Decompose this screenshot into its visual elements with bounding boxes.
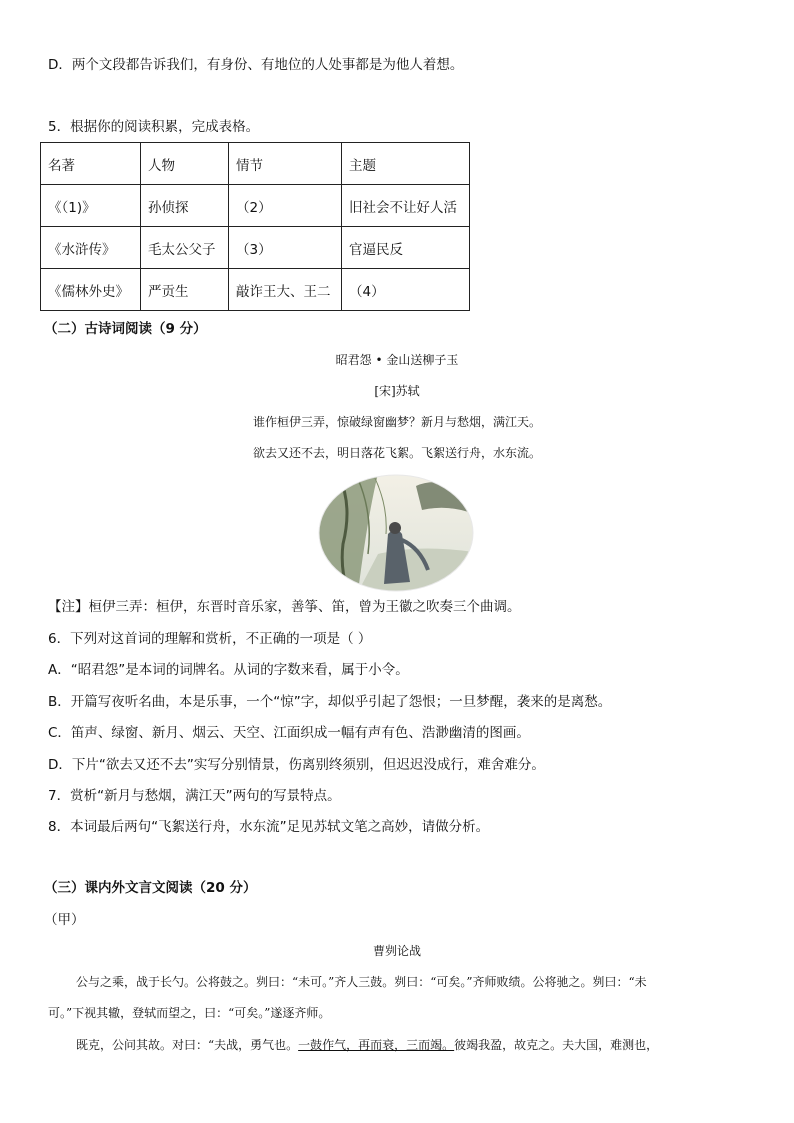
poem-note: 【注】桓伊三弄：桓伊，东晋时音乐家，善筝、笛，曾为王徽之吹奏三个曲调。 [48, 599, 521, 615]
question-7: 7．赏析“新月与愁烟，满江天”两句的写景特点。 [48, 788, 341, 804]
table-header: 名著 [41, 143, 141, 185]
poem-title: 昭君怨 • 金山送柳子玉 [335, 353, 459, 367]
poem-line: 谁作桓伊三弄，惊破绿窗幽梦？新月与愁烟，满江天。 [252, 415, 541, 429]
poem-line: 欲去又还不去，明日落花飞絮。飞絮送行舟，水东流。 [252, 446, 541, 460]
reading-table [40, 142, 470, 311]
table-header: 主题 [342, 143, 470, 185]
poem-illustration [318, 474, 474, 592]
classical-text-line: 可。”下视其辙，登轼而望之，曰：“可矣。”遂逐齐师。 [48, 1006, 331, 1020]
section2-heading: （二）古诗词阅读（9 分） [44, 321, 207, 337]
table-cell: （2） [229, 185, 342, 227]
text-title: 曹刿论战 [372, 944, 421, 958]
table-cell: 严贡生 [141, 269, 229, 311]
q6-option-d: D．下片“欲去又还不去”实写分别情景，伤离别终须别，但迟迟没成行，难舍难分。 [48, 757, 545, 773]
table-header: 情节 [229, 143, 342, 185]
q6-option-c: C．笛声、绿窗、新月、烟云、天空、江面织成一幅有声有色、浩渺幽清的图画。 [48, 725, 530, 741]
table-cell: 孙侦探 [141, 185, 229, 227]
table-cell: （4） [342, 269, 470, 311]
classical-text-line: 公与之乘，战于长勺。公将鼓之。刿曰：“未可。”齐人三鼓。刿曰：“可矣。”齐师败绩。公将驰之。刿曰：“未 [76, 975, 647, 989]
section3-heading: （三）课内外文言文阅读（20 分） [44, 880, 257, 896]
table-cell: 旧社会不让好人活 [342, 185, 470, 227]
table-cell: 《（1)》 [41, 185, 141, 227]
classical-text-line [76, 1036, 658, 1054]
poem-author: [宋]苏轼 [374, 384, 420, 398]
text-segment: 彼竭我盈，故克之。夫大国，难测也， [454, 1038, 659, 1052]
q6-option-b: B．开篇写夜听名曲，本是乐事，一个“惊”字，却似乎引起了怨恨；一旦梦醒，袭来的是离愁。 [48, 694, 612, 710]
text-segment: 既克，公问其故。对曰：“夫战，勇气也。 [76, 1038, 299, 1052]
q6-option-a: A．“昭君怨”是本词的词牌名。从词的字数来看，属于小令。 [48, 662, 409, 678]
table-row [41, 269, 470, 311]
q4-option-d: D．两个文段都告诉我们，有身份、有地位的人处事都是为他人着想。 [48, 57, 464, 73]
table-row [41, 227, 470, 269]
part-label: （甲） [44, 912, 85, 928]
table-cell: 敲诈王大、王二 [229, 269, 342, 311]
table-cell: 《儒林外史》 [41, 269, 141, 311]
question-8: 8．本词最后两句“飞絮送行舟，水东流”足见苏轼文笔之高妙，请做分析。 [48, 819, 490, 835]
table-cell: 毛太公父子 [141, 227, 229, 269]
table-cell: 官逼民反 [342, 227, 470, 269]
question-6: 6．下列对这首词的理解和赏析，不正确的一项是（ ） [48, 631, 372, 647]
q5-prompt: 5．根据你的阅读积累，完成表格。 [48, 119, 260, 135]
table-cell: （3） [229, 227, 342, 269]
table-header: 人物 [141, 143, 229, 185]
table-row [41, 185, 470, 227]
table-cell: 《水浒传》 [41, 227, 141, 269]
underlined-sentence: 一鼓作气，再而衰，三而竭。 [298, 1038, 455, 1052]
table-header-row [41, 143, 470, 185]
